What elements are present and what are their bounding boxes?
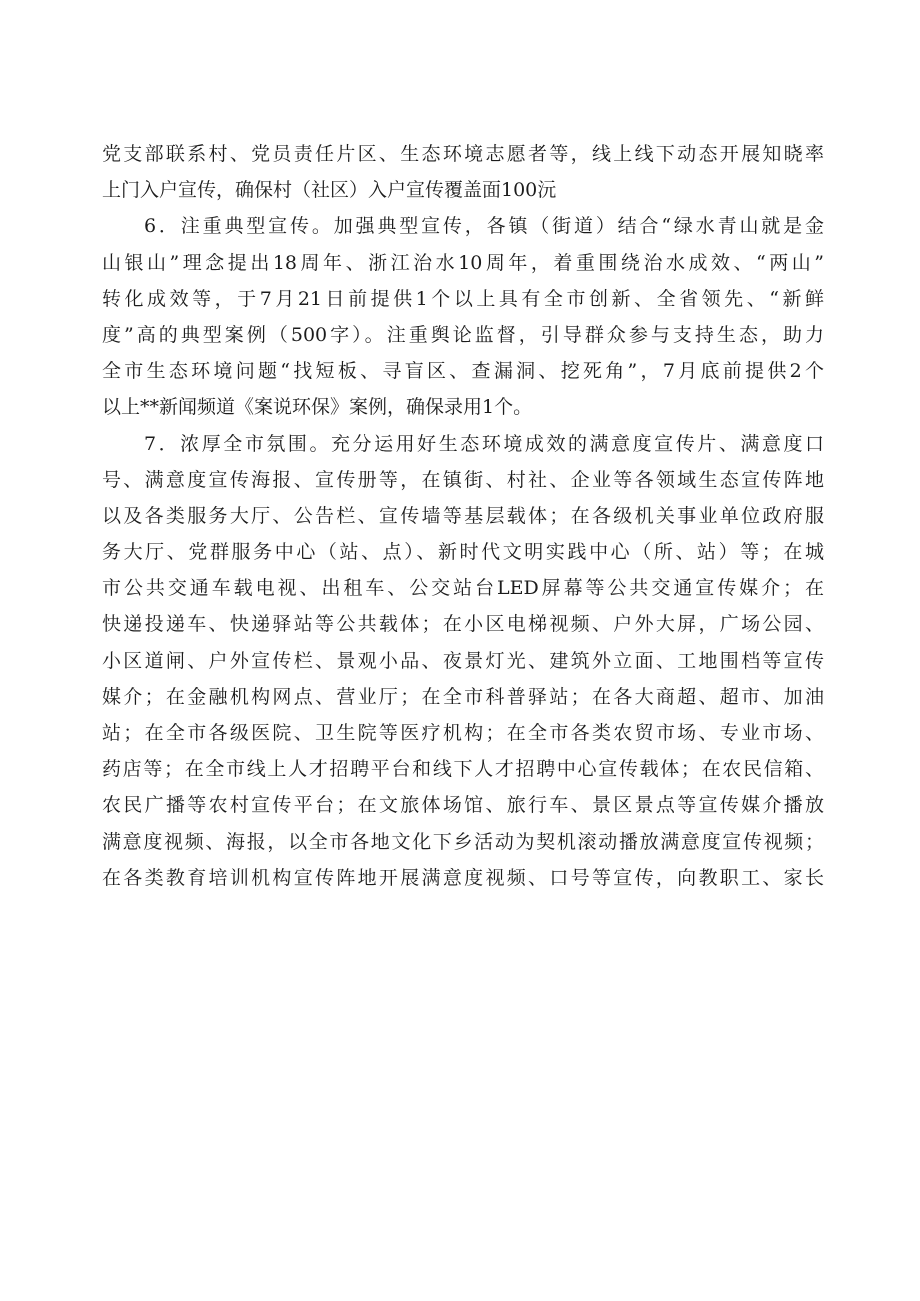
text-line: 药店等；在全市线上人才招聘平台和线下人才招聘中心宣传载体；在农民信箱、 [102, 758, 824, 781]
document-body [102, 136, 824, 896]
text-line: 在各类教育培训机构宣传阵地开展满意度视频、口号等宣传，向教职工、家长 [102, 866, 824, 889]
text-line: 全市生态环境问题“找短板、寻盲区、查漏洞、挖死角”，7月底前提供2个 [102, 360, 824, 383]
text-line: 6．注重典型宣传。加强典型宣传，各镇（街道）结合“绿水青山就是金 [144, 215, 824, 238]
text-line: 度”高的典型案例（500字）。注重舆论监督，引导群众参与支持生态，助力 [102, 323, 824, 346]
text-line: 小区道闸、户外宣传栏、景观小品、夜景灯光、建筑外立面、工地围档等宣传 [102, 649, 824, 672]
text-line: 媒介；在金融机构网点、营业厅；在全市科普驿站；在各大商超、超市、加油 [102, 685, 824, 708]
text-line: 党支部联系村、党员责任片区、生态环境志愿者等，线上线下动态开展知晓率 [102, 143, 824, 165]
text-line: 转化成效等，于7月21日前提供1个以上具有全市创新、全省领先、“新鲜 [102, 287, 824, 310]
text-line: 务大厅、党群服务中心（站、点）、新时代文明实践中心（所、站）等；在城 [102, 541, 824, 564]
text-line: 站；在全市各级医院、卫生院等医疗机构；在全市各类农贸市场、专业市场、 [102, 722, 824, 744]
text-line: 以上**新闻频道《案说环保》案例，确保录用1个。 [102, 396, 533, 419]
text-line: 满意度视频、海报，以全市各地文化下乡活动为契机滚动播放满意度宣传视频； [102, 830, 824, 853]
text-line: 农民广播等农村宣传平台；在文旅体场馆、旅行车、景区景点等宣传媒介播放 [102, 794, 824, 817]
text-line: 7．浓厚全市氛围。充分运用好生态环境成效的满意度宣传片、满意度口 [144, 432, 824, 455]
text-line: 市公共交通车载电视、出租车、公交站台LED屏幕等公共交通宣传媒介；在 [102, 577, 824, 600]
text-line: 山银山”理念提出18周年、浙江治水10周年，着重围绕治水成效、“两山” [102, 251, 824, 274]
text-line: 快递投递车、快递驿站等公共载体；在小区电梯视频、户外大屏，广场公园、 [102, 613, 824, 636]
text-line: 号、满意度宣传海报、宣传册等，在镇街、村社、企业等各领域生态宣传阵地 [102, 468, 824, 491]
text-line: 上门入户宣传，确保村（社区）入户宣传覆盖面100沅 [102, 179, 557, 202]
text-line: 以及各类服务大厅、公告栏、宣传墙等基层载体；在各级机关事业单位政府服 [102, 504, 824, 527]
